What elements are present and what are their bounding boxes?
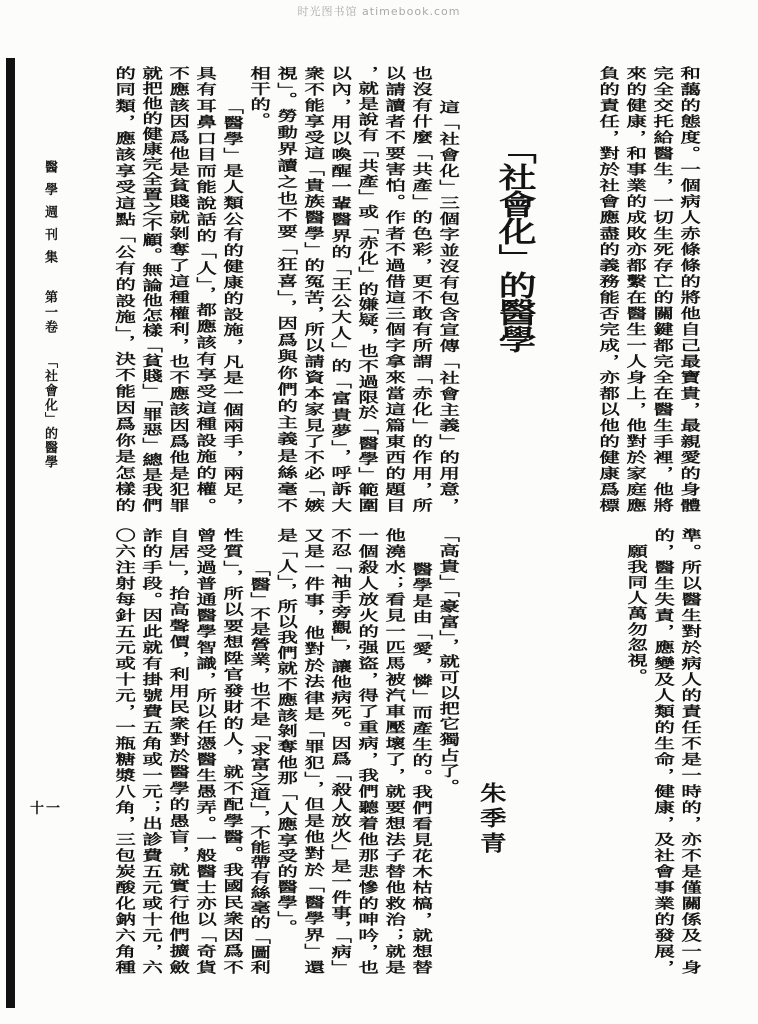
article-title: 「社會化」的醫學 [493,136,538,352]
text-column: 來的健康，和事業的成敗亦都繫在醫生一人身上，他對於家庭應 [623,66,647,512]
article-upper-block [110,66,461,512]
running-header-volume: 第一卷 [42,290,57,335]
text-column: 以內，用以喚醒一輩醫界的「王公大人」的「富貴夢」，呼訴大 [328,66,352,512]
scan-edge-shadow [6,58,15,1008]
text-column: 又是一件事，他對於法律是「罪犯」，但是他對於「醫學界」還 [301,528,325,974]
text-column: 衆不能享受這「貴族醫學」的冤苦，所以請資本家見了不必「嫉 [301,66,325,512]
text-column: 性質」，所以要想陞官發財的人，就不配學醫。我國民衆因爲不 [220,528,244,974]
text-column: 和藹的態度。一個病人赤條條的將他自己最寶貴，最親愛的身體 [677,66,701,512]
text-column: 醫學是由「愛，憐」而產生的。我們看見花木枯槁，就想替 [409,562,433,974]
text-column: 這「社會化」三個字並沒有包含宣傳「社會主義」的用意， [436,100,460,512]
preceding-article-lower-block [622,528,703,974]
text-column: 準。所以醫生對於病人的責任不是一時的，亦不是僅關係及一身 [678,528,702,974]
text-column: 相干的。 [247,66,271,129]
text-column: 就把他的健康完全置之不顧。無論他怎樣「貧賤」「罪惡」總是我們 [139,66,163,512]
text-column: 他澆水；看見一匹馬被汽車壓壞了，就要想法子替他救治；就是 [382,528,406,974]
text-column: 「醫學」是人類公有的健康的設施，凡是一個兩手，兩足， [220,100,244,512]
running-header-article: 「社會化」的醫學 [42,355,57,470]
text-column: 不忍「袖手旁觀」，讓他病死。因爲「殺人放火」是一件事，「病」 [328,528,352,974]
text-column: ，就是說有「共產」或「赤化」的嫌疑，也不過限於「醫學」範圍 [355,66,379,512]
text-column: 是「人」，所以我們就不應該剝奪他那「人應享受的醫學」。 [274,528,298,936]
text-column: 以請讀者不要害怕。作者不過借這三個字拿來當這篇東西的題目 [382,66,406,512]
text-column: 詐的手段。因此就有掛號費五角或一元；出診費五元或十元，六 [139,528,163,974]
page-number: 十一 [30,801,62,817]
text-column: 「醫」不是營業，也不是「求富之道」，不能帶有絲毫的「圖利 [247,562,271,974]
text-column: 一個殺人放火的强盜，得了重病，我們聽着他那悲慘的呻吟，也 [355,528,379,974]
text-column: 自居」，抬高聲價，利用民衆對於醫學的愚盲，就實行他們擴斂 [166,528,190,974]
text-column: 視」。勞動界讀之也不要「狂喜」，因爲與你們的主義是絲毫不 [274,66,298,512]
text-column: 完全交托給醫生，一切生死存亡的關鍵都完全在醫生手裡，他將 [650,66,674,512]
running-header-journal: 醫學週刊集 [42,160,57,273]
article-author: 朱季青 [477,782,509,857]
text-column: 「高貴」「豪富」，就可以把它獨占了。 [436,528,460,795]
watermark: 时光图书馆 atimebook.com [297,5,461,18]
text-column: 具有耳鼻口目而能說話的「人」，都應該有享受這種設施的權。 [193,66,217,512]
text-column: 也沒有什麼「共產」的色彩，更不敢有所謂「赤化」的作用，所 [409,66,433,512]
preceding-article-upper-block [594,66,702,512]
text-column: 的，醫生失責，應變及人類的生命，健康，及社會事業的發展， [651,528,675,974]
article-lower-block [110,528,461,974]
text-column: 不應該因爲他是貧賤就剝奪了這種權利，也不應該因爲他是犯罪 [166,66,190,512]
text-column: 願我同人萬勿忽視。 [624,544,648,685]
text-column: 〇六注射每針五元或十元，一瓶糖漿八角，三包炭酸化鈉六角種 [112,528,136,974]
text-column: 負的責任，對於社會應盡的義務能否完成，亦都以他的健康爲標 [596,66,620,512]
text-column: 的同類，應該享受這點「公有的設施」，決不能因爲你是怎樣的 [112,66,136,512]
text-column: 曾受過普通醫學智識，所以任憑醫生愚弄。一般醫士亦以「奇貨 [193,528,217,974]
